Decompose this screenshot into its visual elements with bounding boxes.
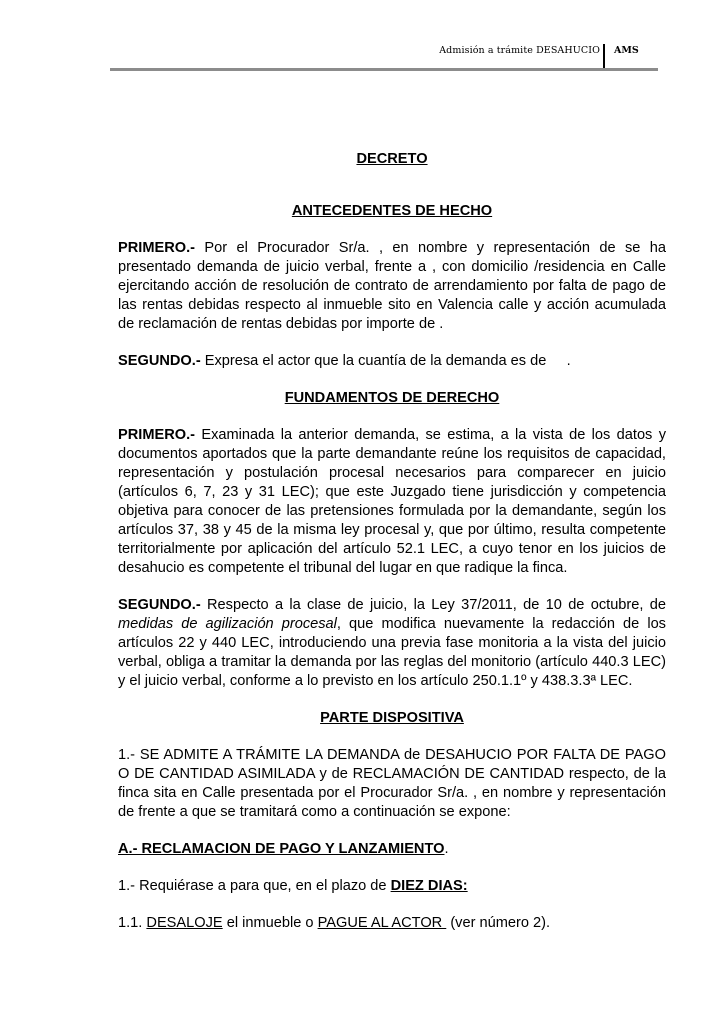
- fundamentos-heading: FUNDAMENTOS DE DERECHO: [284, 390, 500, 406]
- requerimiento-plazo: DIEZ DIAS:: [390, 878, 468, 894]
- requerimiento-text: 1.- Requiérase a para que, en el plazo de: [118, 878, 391, 894]
- fundamento-segundo-text-b: , que modifica nuevamente la redacción de los artículos 22 y 440 LEC, introduciendo una previa fase monitoria a la vista del juicio verbal, obliga a tramitar la demanda por las reglas del monitorio (artículo 440.3 LEC) y el juicio verbal, conforme a lo previsto en los artículo 250.1.1º y 438.3.3ª LEC.: [118, 616, 666, 689]
- fundamento-primero-text: Examinada la anterior demanda, se estima, a la vista de los datos y documentos aportados que la parte demandante reúne los requisitos de capacidad, representación y postulación procesal necesarios para comparecer en juicio (artículos 6, 7, 23 y 31 LEC); que este Juzgado tiene jurisdicción y competencia objetiva para conocer de las pretensiones formulada por la demandante, según los artículos 37, 38 y 45 de la misma ley procesal y, que por último, resulta competente territorialmente por aplicación del artículo 52.1 LEC, a cuyo tenor en los juicios de desahucio es competente el tribunal del lugar en que radique la finca.: [118, 427, 666, 576]
- page-header: [0, 44, 728, 84]
- item-1-1-pague: PAGUE AL ACTOR: [317, 915, 447, 931]
- dispositiva-primero: 1.- SE ADMITE A TRÁMITE LA DEMANDA de DESAHUCIO POR FALTA DE PAGO O DE CANTIDAD ASIMILADA y de RECLAMACIÓN DE CANTIDAD respecto, de la finca sita en Calle presentada por el Procurador Sr/a. , en nombre y representación de frente a que se tramitará como a continuación se expone:: [118, 747, 666, 820]
- antecedente-primero: [118, 239, 666, 334]
- antecedentes-heading: ANTECEDENTES DE HECHO: [291, 203, 493, 219]
- item-1-1: [118, 914, 666, 933]
- item-1-1-desaloje: DESALOJE: [146, 915, 223, 931]
- fundamento-primero: [118, 426, 666, 578]
- antecedente-primero-text: Por el Procurador Sr/a. , en nombre y representación de se ha presentado demanda de juicio verbal, frente a , con domicilio /residencia en Calle ejercitando acción de resolución de contrato de arrendamiento por falta de pago de las rentas debidas respecto al inmueble sito en Valencia calle y acción acumulada de reclamación de rentas debidas por importe de .: [118, 240, 666, 332]
- fundamento-segundo: [118, 596, 666, 691]
- header-initials: AMS: [614, 45, 639, 56]
- fundamento-primero-lead: PRIMERO.-: [118, 427, 196, 443]
- header-title: Admisión a trámite DESAHUCIO: [439, 45, 600, 56]
- requerimiento: [118, 877, 666, 896]
- item-1-1-mid: el inmueble o: [222, 915, 318, 931]
- document-title: DECRETO: [356, 151, 428, 167]
- antecedente-segundo-text: Expresa el actor que la cuantía de la demanda es de .: [200, 353, 571, 369]
- section-a-title: A.- RECLAMACION DE PAGO Y LANZAMIENTO: [118, 841, 445, 857]
- fundamento-segundo-text-a: Respecto a la clase de juicio, la Ley 37/2011, de 10 de octubre, de: [200, 597, 666, 613]
- antecedente-segundo: [118, 352, 666, 371]
- fundamento-segundo-italic: medidas de agilización procesal: [118, 616, 337, 632]
- dispositiva-heading: PARTE DISPOSITIVA: [320, 710, 464, 726]
- header-divider: [603, 44, 605, 70]
- antecedente-segundo-lead: SEGUNDO.-: [118, 353, 201, 369]
- header-rule: [110, 68, 658, 71]
- section-a: [118, 840, 666, 859]
- item-1-1-num: 1.1.: [118, 915, 147, 931]
- document-body: [118, 150, 666, 933]
- item-1-1-end: (ver número 2).: [446, 915, 551, 931]
- section-a-dot: .: [444, 841, 449, 857]
- fundamento-segundo-lead: SEGUNDO.-: [118, 597, 201, 613]
- antecedente-primero-lead: PRIMERO.-: [118, 240, 196, 256]
